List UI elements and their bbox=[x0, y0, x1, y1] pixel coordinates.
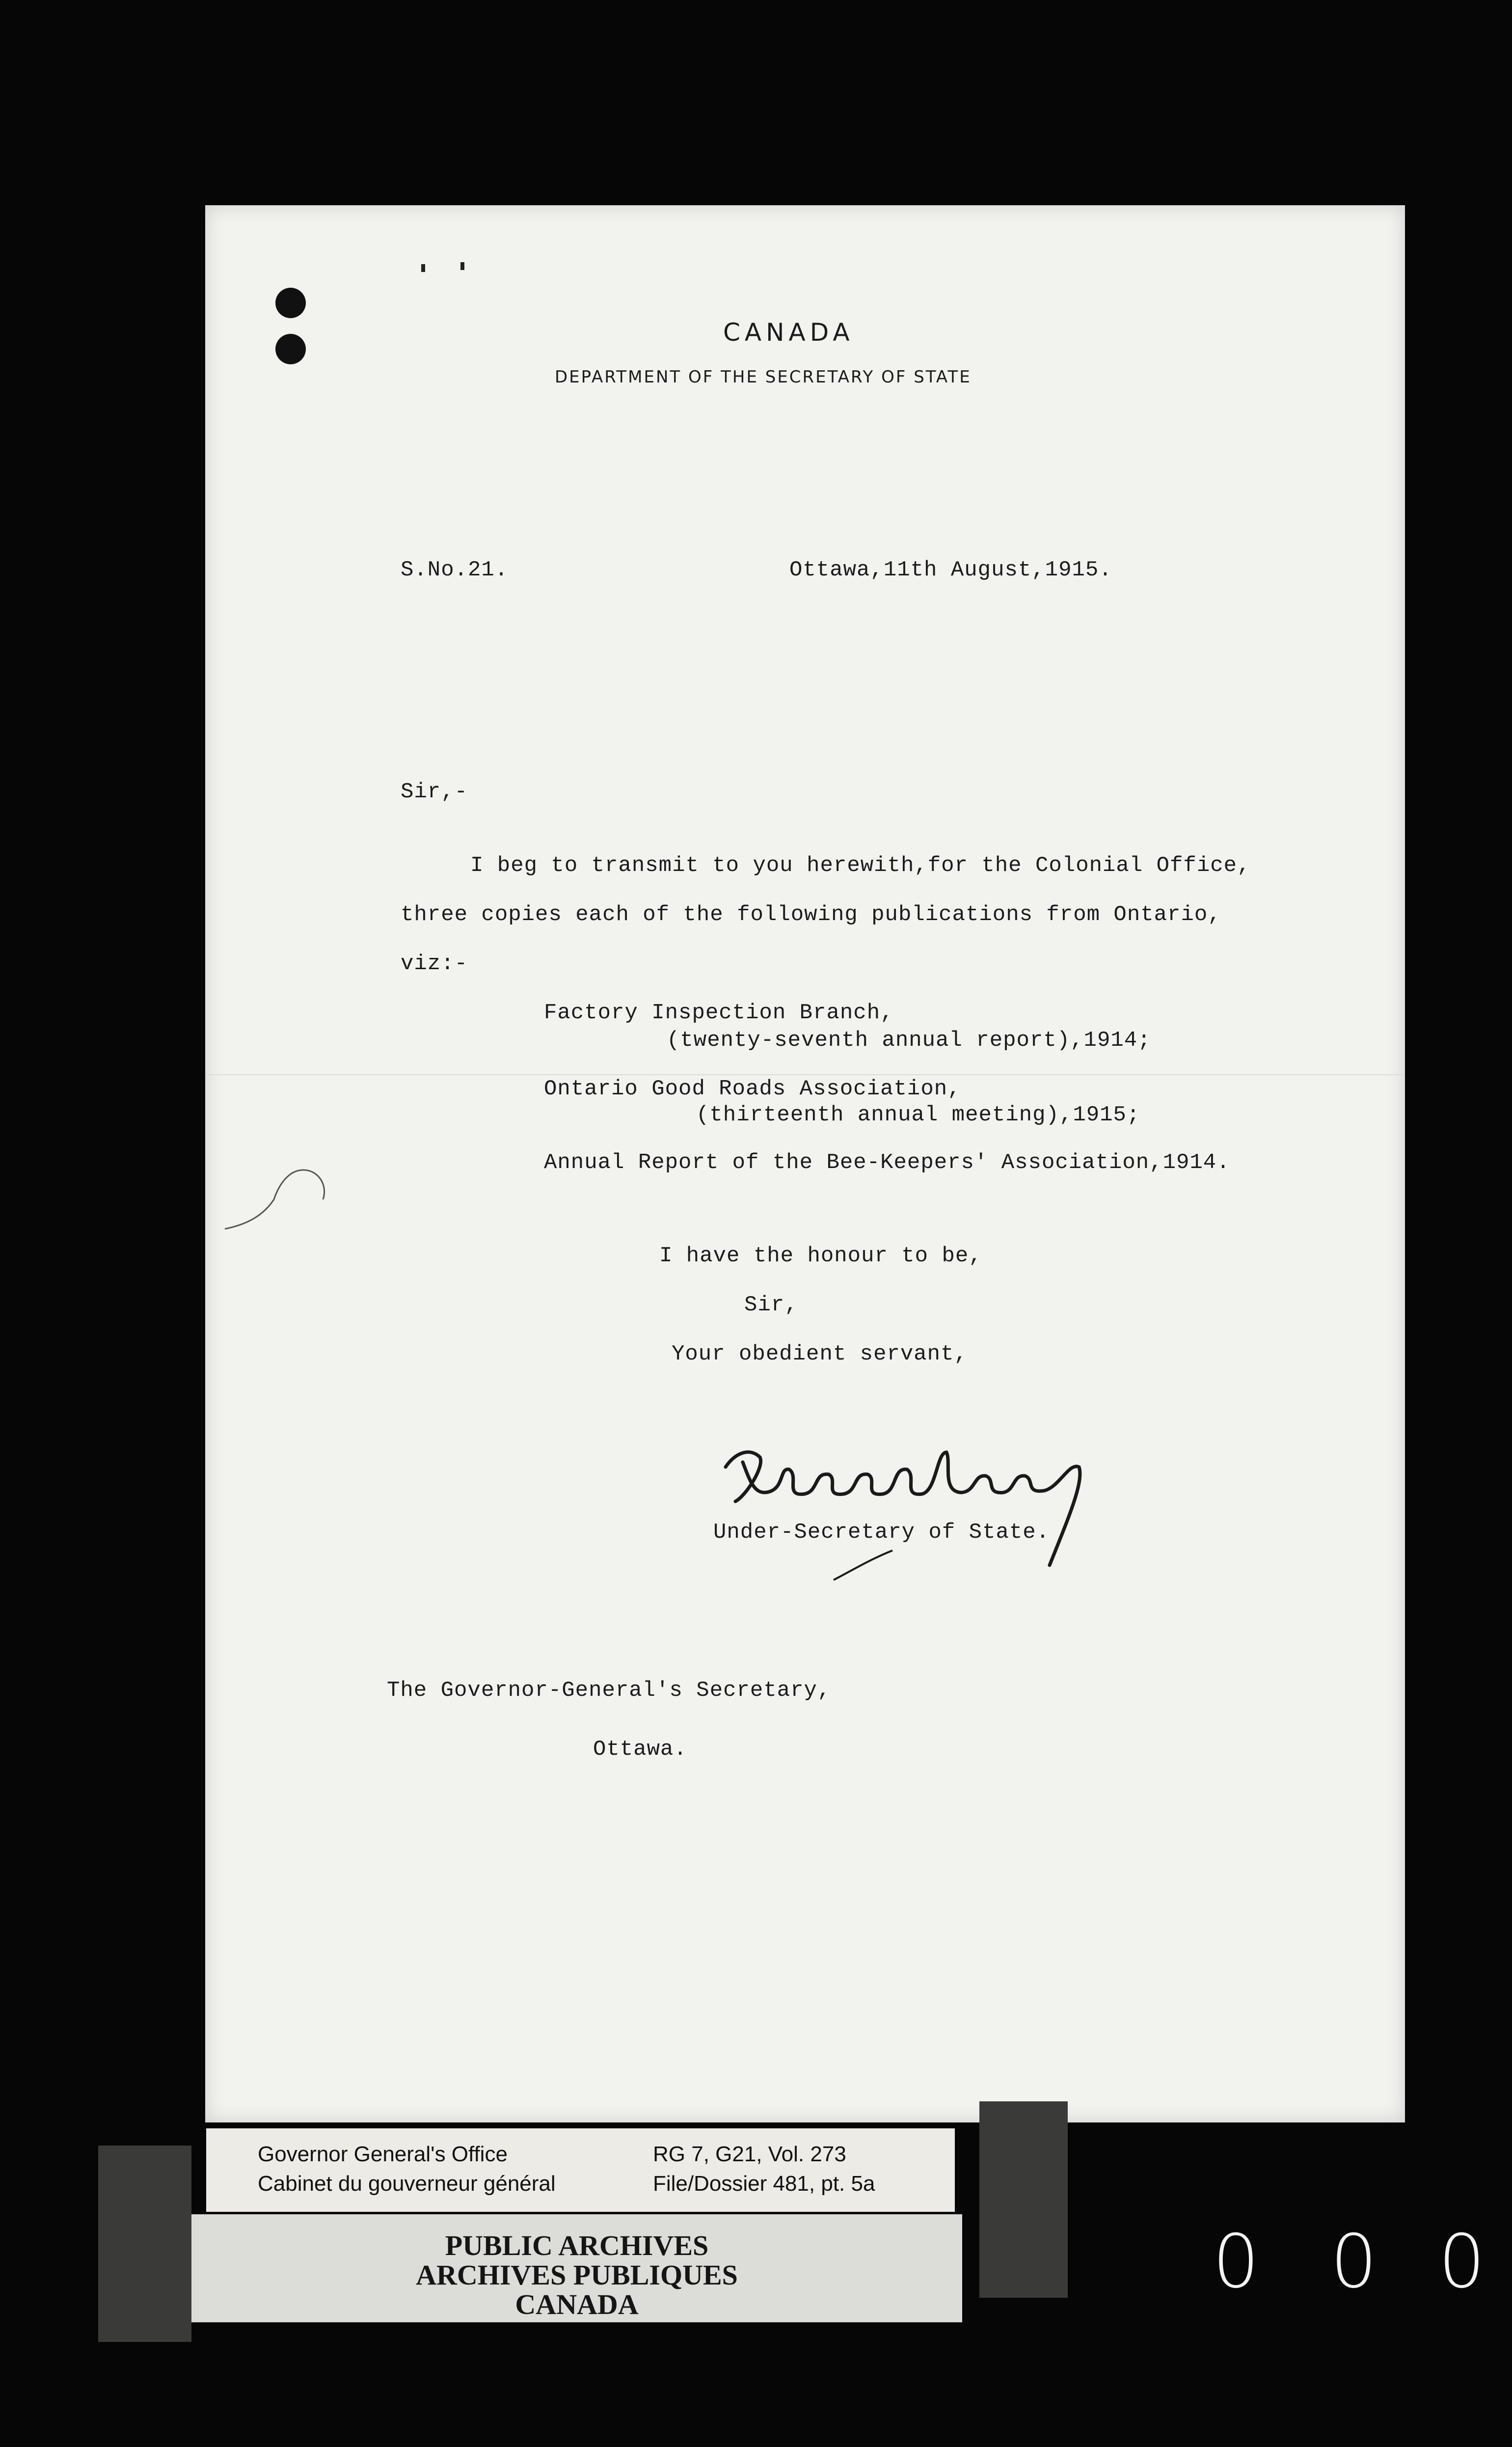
publication-detail: (twenty-seventh annual report),1914; bbox=[667, 1028, 1151, 1053]
file-reference: File/Dossier 481, pt. 5a bbox=[653, 2172, 875, 2196]
stamp-line-1: PUBLIC ARCHIVES bbox=[445, 2229, 709, 2261]
closing-line: Sir, bbox=[744, 1293, 798, 1317]
paper-fold-line bbox=[205, 1074, 1405, 1075]
signature-title: Under-Secretary of State. bbox=[713, 1520, 1050, 1545]
addressee: The Governor-General's Secretary, bbox=[387, 1678, 831, 1703]
publication-detail: (thirteenth annual meeting),1915; bbox=[696, 1103, 1140, 1127]
body-line: I beg to transmit to you herewith,for the Colonial Office, bbox=[470, 853, 1251, 878]
salutation: Sir,- bbox=[401, 780, 468, 804]
frame-counter-digit: 0 bbox=[1330, 2219, 1377, 2305]
publication-title: Factory Inspection Branch, bbox=[544, 1001, 894, 1025]
office-english: Governor General's Office bbox=[258, 2142, 508, 2166]
body-line: three copies each of the following publications from Ontario, bbox=[401, 902, 1221, 927]
handwritten-signature bbox=[706, 1433, 1123, 1590]
letter-page bbox=[205, 205, 1405, 2122]
closing-line: Your obedient servant, bbox=[672, 1342, 968, 1366]
stamp-line-2: ARCHIVES PUBLIQUES bbox=[416, 2259, 738, 2291]
film-shadow-right bbox=[979, 2101, 1068, 2298]
frame-counter-digit: 0 bbox=[1213, 2219, 1260, 2305]
body-line: viz:- bbox=[401, 952, 468, 976]
letterhead-department: DEPARTMENT OF THE SECRETARY OF STATE bbox=[555, 367, 972, 387]
publication-title: Annual Report of the Bee-Keepers' Association,1914. bbox=[544, 1150, 1230, 1175]
punch-hole-bottom bbox=[275, 334, 306, 364]
place-date: Ottawa,11th August,1915. bbox=[789, 558, 1112, 582]
stamp-line-3: CANADA bbox=[515, 2288, 639, 2320]
record-group-reference: RG 7, G21, Vol. 273 bbox=[653, 2142, 846, 2166]
publication-title: Ontario Good Roads Association, bbox=[544, 1077, 961, 1101]
archive-reference-label bbox=[206, 2128, 955, 2212]
addressee-city: Ottawa. bbox=[593, 1737, 687, 1762]
public-archives-stamp bbox=[191, 2214, 962, 2322]
film-shadow-left bbox=[98, 2146, 191, 2342]
closing-line: I have the honour to be, bbox=[659, 1244, 982, 1268]
reference-number: S.No.21. bbox=[401, 558, 509, 582]
frame-counter-digit: 0 bbox=[1438, 2219, 1485, 2305]
tick-mark bbox=[460, 262, 464, 270]
margin-pencil-mark bbox=[220, 1150, 338, 1239]
office-french: Cabinet du gouverneur général bbox=[258, 2172, 556, 2196]
punch-hole-top bbox=[275, 288, 306, 318]
letterhead-country: CANADA bbox=[723, 318, 854, 347]
tick-mark bbox=[421, 264, 425, 272]
